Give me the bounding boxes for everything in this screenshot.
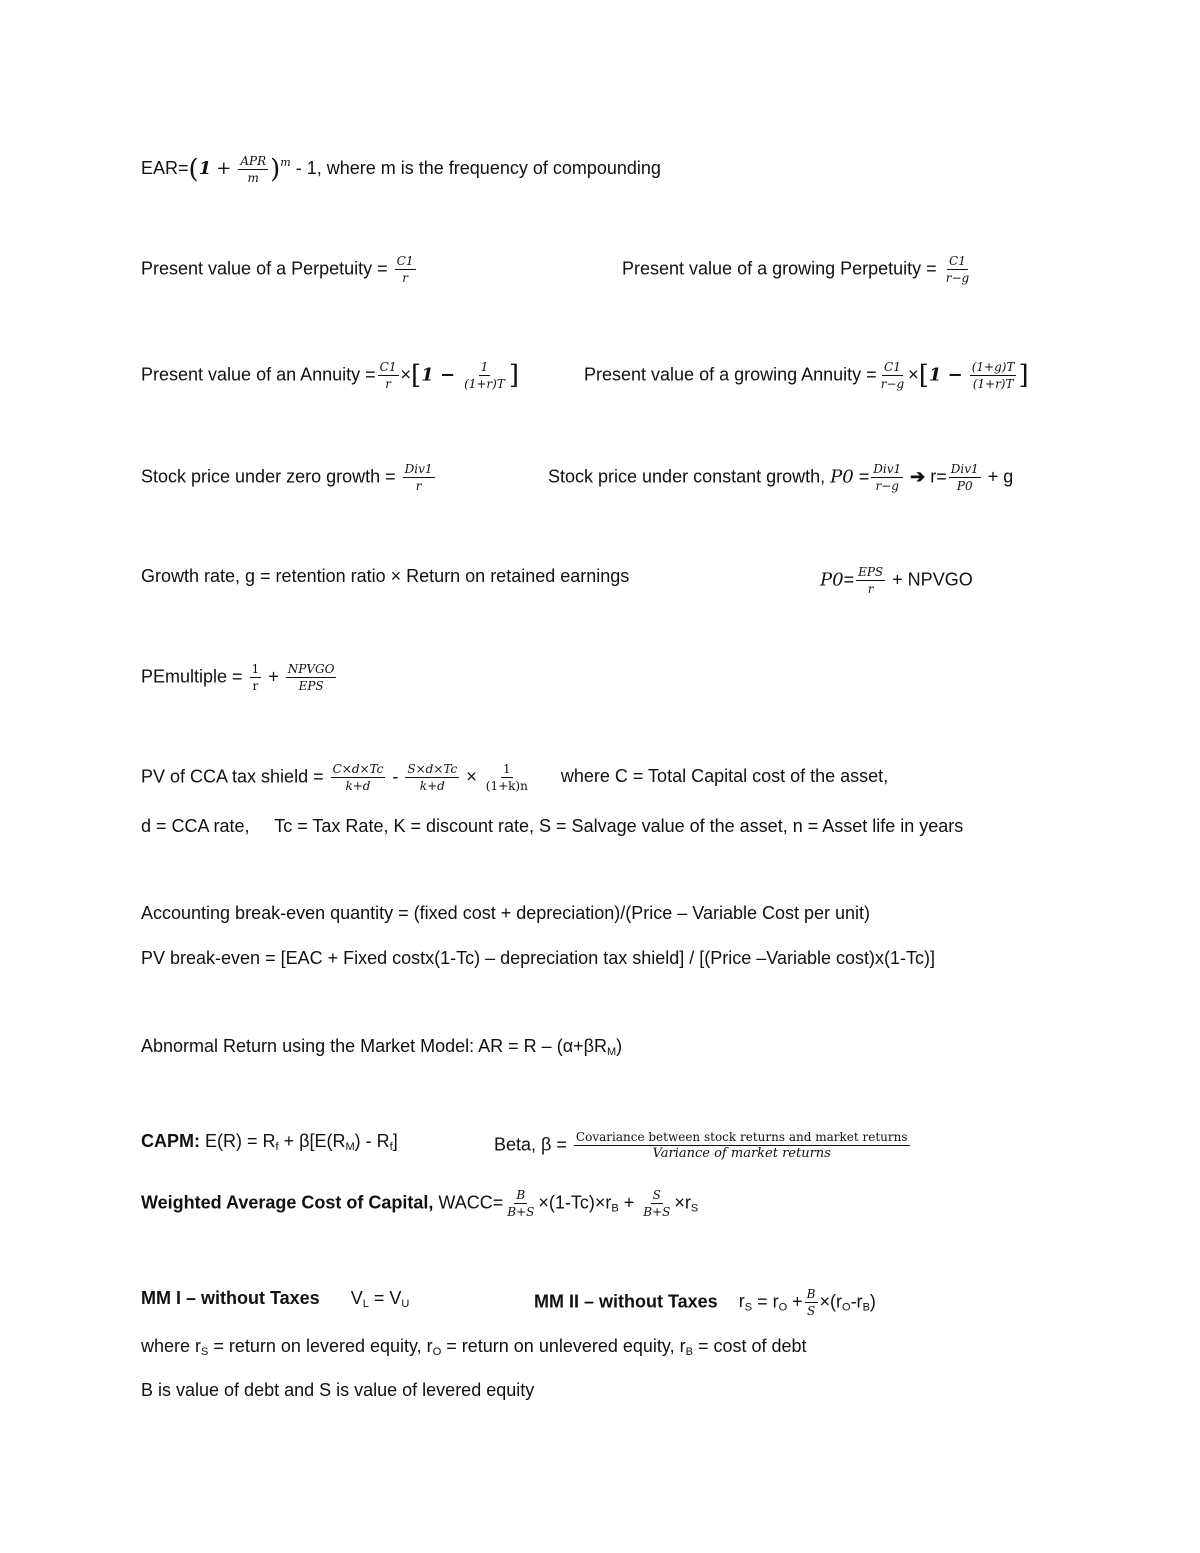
ear-formula: EAR=(1 + $\frac{\text{APR}}{m}$ )$^m$ - 1, where m is the frequency of compounding xyxy=(141,153,661,185)
growing-perpetuity-formula: Present value of a growing Perpetuity = $\frac{C1}{r-g}$ xyxy=(622,254,970,285)
mm2-formula: MM II – without Taxes $r_S = r_O$ + $\frac{B}{S}$ $\times(r_O-r_B)$ xyxy=(534,1287,876,1318)
perpetuity-formula: Present value of a Perpetuity = $\frac{C1}{r}$ xyxy=(141,254,414,285)
beta-formula: Beta, β = $\frac{\text{Covariance between stock returns and market returns}}{\text{Variance of market returns}}$ xyxy=(494,1130,908,1161)
pv-break-even: PV break-even = [EAC + Fixed costx(1-Tc) – depreciation tax shield] / [(Price –Variable cost)x(1-Tc)] xyxy=(141,948,935,968)
return-definitions: where $r_S$ = return on levered equity, $r_O$ = return on unlevered equity, $r_B = \cos t$ of debt xyxy=(141,1336,807,1358)
annuity-formula: Present value of an Annuity = $\frac{C1}{r}$ ×[1 − $\frac{1}{(1+r)T}$ ] xyxy=(141,360,520,391)
accounting-break-even: Accounting break-even quantity = (fixed cost + depreciation)/(Price – Variable Cost per unit) xyxy=(141,903,871,923)
growth-rate-formula: Growth rate, g = retention ratio × Return on retained earnings xyxy=(141,566,630,586)
ear-label: EAR xyxy=(141,158,179,178)
cca-definitions: d = CCA rate, Tc = Tax Rate, K = discount rate, S = Salvage value of the asset, n = Asset life in years xyxy=(141,816,964,836)
wacc-formula: Weighted Average Cost of Capital, WACC= $\frac{B}{B+S}$ $\times(1-Tc)\times r_B$ + $\frac{S}{B+S}$ $\times r_S$ xyxy=(141,1188,699,1219)
apr-fraction: $\frac{\text{APR}}{m}$ xyxy=(240,153,267,185)
growing-annuity-formula: Present value of a growing Annuity = $\frac{C1}{r-g}$ ×[1 − $\frac{(1+g)T}{(1+r)T}$ ] xyxy=(584,360,1029,391)
abnormal-return-formula: Abnormal Return using the Market Model: AR = $R - (\alpha+\beta R_M)$ xyxy=(141,1036,623,1058)
p0-npvgo-formula: P0= $\frac{\text{EPS}}{r}$ + NPVGO xyxy=(820,565,973,596)
pe-multiple-formula: PEmultiple = $\frac{1}{r}$ + $\frac{\text{NPVGO}}{\text{EPS}}$ xyxy=(141,662,335,693)
mm1-formula: MM I – without Taxes $V_L = V_U$ xyxy=(141,1288,410,1310)
cca-tax-shield-formula: PV of CCA tax shield = $\frac{C\times d\times Tc}{k+d}$ - $\frac{S\times d\times Tc}{k+d}$ × $\frac{1}{(1+k)n}$ where C = Total Capital cost of the asset, xyxy=(141,762,889,793)
zero-growth-formula: Stock price under zero growth = $\frac{\text{Div1}}{r}$ xyxy=(141,462,433,493)
arrow-icon: ➔ xyxy=(910,466,926,487)
ear-description: - 1, where m is the frequency of compounding xyxy=(295,158,661,178)
constant-growth-formula: Stock price under constant growth, P0 = $\frac{\text{Div1}}{r-g}$ ➔ r= $\frac{\text{Div1}}{P0}$ + g xyxy=(548,462,1014,493)
debt-equity-definition: B is value of debt and S is value of levered equity xyxy=(141,1380,535,1400)
capm-formula: CAPM: $E(R) = R_f + \beta[E(R_M) - R_f]$ xyxy=(141,1131,398,1153)
